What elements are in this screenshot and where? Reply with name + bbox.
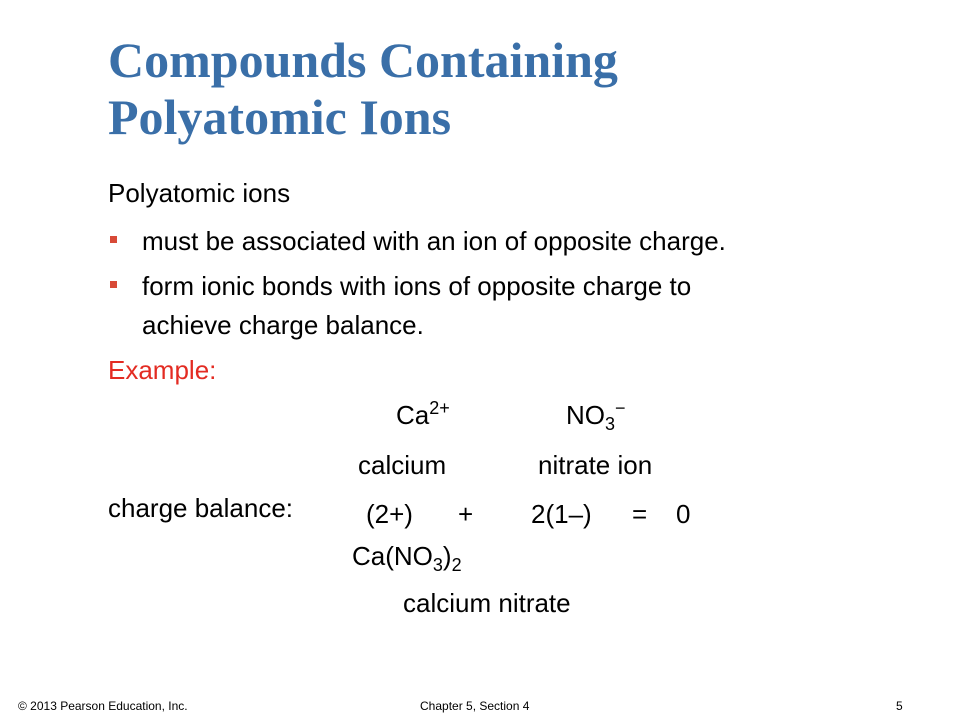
- equals-sign: =: [632, 499, 648, 529]
- nitrate-symbol: NO: [566, 400, 605, 430]
- bullet-square-icon: [110, 236, 117, 243]
- slide-title: [108, 32, 618, 146]
- footer-copyright: © 2013 Pearson Education, Inc.: [18, 699, 188, 713]
- example-label: Example:: [108, 355, 217, 385]
- nitrate-name: nitrate ion: [538, 450, 653, 480]
- charge-term-1: (2+): [366, 499, 413, 529]
- bullet-item-2-line-1: form ionic bonds with ions of opposite charge to: [142, 271, 692, 301]
- nitrate-charge: −: [615, 398, 626, 418]
- charge-term-2: 2(1–): [531, 499, 592, 529]
- compound-formula: [352, 541, 462, 575]
- bullet-item-1: must be associated with an ion of opposite charge.: [142, 226, 726, 256]
- slide-title-line-2: Polyatomic Ions: [108, 89, 452, 145]
- calcium-symbol: Ca: [396, 400, 430, 430]
- calcium-ion-formula: [396, 400, 450, 431]
- formula-subscript-2: 2: [451, 555, 462, 575]
- formula-part-2: ): [442, 541, 452, 571]
- compound-name: calcium nitrate: [403, 588, 571, 618]
- nitrate-ion-formula: [566, 398, 626, 434]
- plus-sign: +: [458, 499, 474, 529]
- charge-result: 0: [676, 499, 691, 529]
- footer-page-number: 5: [896, 699, 903, 713]
- intro-text: Polyatomic ions: [108, 178, 291, 208]
- charge-balance-label: charge balance:: [108, 493, 294, 523]
- bullet-square-icon: [110, 281, 117, 288]
- slide-title-line-1: Compounds Containing: [108, 32, 618, 88]
- footer-chapter: Chapter 5, Section 4: [420, 699, 530, 713]
- formula-part-1: Ca(NO: [352, 541, 433, 571]
- nitrate-subscript: 3: [605, 414, 616, 434]
- formula-subscript-1: 3: [432, 555, 443, 575]
- calcium-charge: 2+: [429, 398, 450, 418]
- calcium-name: calcium: [358, 450, 447, 480]
- bullet-item-2-line-2: achieve charge balance.: [142, 310, 424, 340]
